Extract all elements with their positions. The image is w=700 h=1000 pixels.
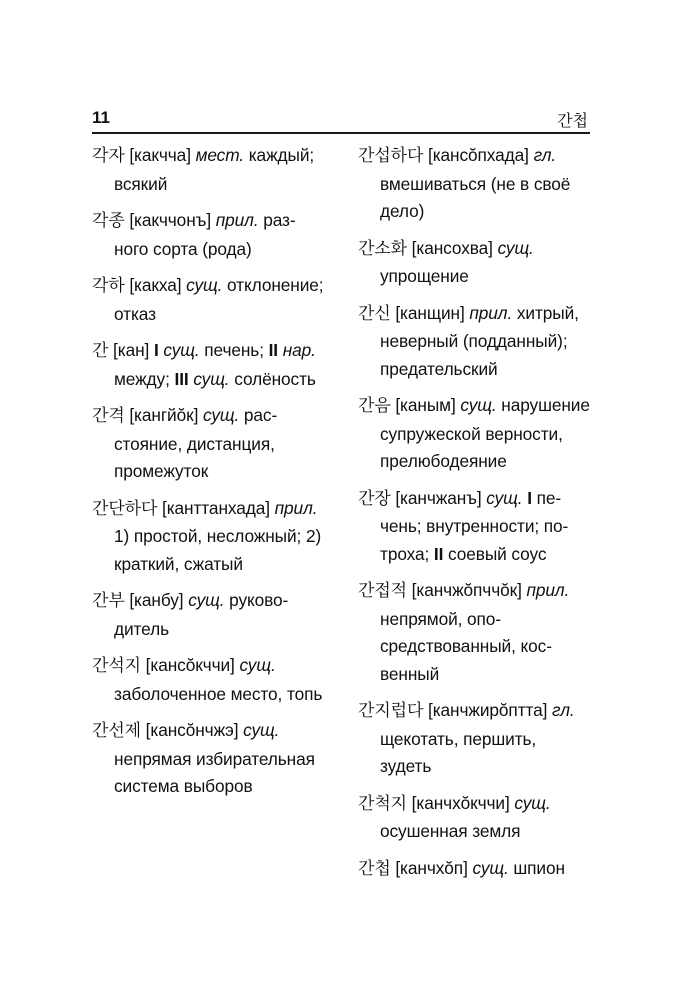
headword: 각종 — [92, 211, 125, 231]
definition-text: шпион — [508, 857, 565, 878]
definition-text: хитрый, неверный (подданный); предательский — [380, 302, 579, 379]
transcription: [канчхŏкччи] — [406, 792, 515, 813]
transcription: [кансŏкччи] — [140, 655, 240, 675]
page-number: 11 — [92, 108, 110, 127]
part-of-speech: прил. — [526, 580, 570, 600]
transcription: [какччонъ] — [124, 210, 216, 230]
sense-number: I — [527, 487, 532, 508]
part-of-speech: нар. — [282, 340, 316, 360]
part-of-speech: прил. — [274, 497, 318, 518]
part-of-speech: сущ. — [514, 792, 551, 813]
header-rule — [92, 132, 590, 134]
headword: 각자 — [92, 146, 125, 166]
definition-text: разного сорта (рода) — [114, 210, 296, 259]
dictionary-entry — [358, 300, 590, 384]
definition-text: отклонение; отказ — [114, 275, 324, 324]
part-of-speech: гл. — [533, 145, 557, 165]
part-of-speech: сущ. — [472, 857, 509, 878]
transcription: [канщин] — [390, 302, 470, 323]
dictionary-entry — [358, 392, 590, 476]
dictionary-entry — [358, 235, 590, 291]
headword: 간 — [92, 341, 109, 361]
definition-text: печень; внутренности; потроха; — [380, 487, 569, 564]
sense-number: III — [174, 368, 189, 389]
part-of-speech: сущ. — [460, 395, 497, 415]
page-header — [92, 104, 590, 132]
dictionary-entry — [92, 402, 324, 486]
definition-text: заболоченное место, топь — [114, 683, 323, 704]
transcription: [каным] — [390, 395, 461, 415]
part-of-speech: сущ. — [163, 340, 200, 360]
definition-text: непрямой, опосредствованный, косвенный — [380, 608, 552, 684]
sense-number: II — [433, 543, 444, 564]
definition-text: каждый; всякий — [114, 145, 315, 194]
headword: 간소화 — [358, 238, 407, 259]
transcription: [канбу] — [124, 590, 189, 610]
transcription: [канчжанъ] — [390, 487, 487, 508]
part-of-speech: сущ. — [203, 405, 240, 425]
headword: 간음 — [358, 396, 391, 416]
headword: 간단하다 — [92, 498, 158, 519]
transcription: [кансŏпхада] — [423, 145, 534, 165]
sense-number: II — [268, 340, 279, 360]
definition-text: 1) простой, несложный; 2) краткий, сжатый — [114, 526, 322, 574]
dictionary-entry — [92, 272, 324, 328]
headword: 간첩 — [358, 858, 391, 879]
transcription: [кан] — [108, 340, 154, 360]
sense-number: I — [153, 340, 159, 360]
part-of-speech: сущ. — [193, 368, 230, 389]
transcription: [канттанхада] — [157, 497, 275, 518]
part-of-speech: сущ. — [188, 590, 225, 610]
transcription: [канчжирŏптта] — [423, 700, 553, 720]
dictionary-entry — [358, 142, 590, 226]
dictionary-entry — [358, 697, 590, 781]
dictionary-entry — [92, 207, 324, 263]
definition-text: вмешиваться (не в своё дело) — [380, 173, 571, 221]
headword: 간장 — [358, 488, 391, 509]
headword: 간신 — [358, 303, 391, 324]
definition-text: расстояние, дистанция, промежуток — [114, 405, 278, 481]
part-of-speech: сущ. — [497, 237, 534, 258]
headword: 간섭하다 — [358, 146, 424, 166]
dictionary-entry — [92, 587, 324, 643]
definition-text: соевый соус — [443, 543, 547, 564]
dictionary-entry — [92, 495, 324, 579]
left-column — [92, 142, 324, 810]
part-of-speech: прил. — [469, 302, 513, 323]
headword: 간지럽다 — [358, 701, 424, 721]
part-of-speech: сущ. — [186, 275, 223, 295]
headword: 간접적 — [358, 581, 407, 601]
definition-text: упрощение — [380, 266, 469, 286]
definition-text: щекотать, першить, зудеть — [380, 728, 537, 776]
transcription: [канчжŏпччŏк] — [406, 580, 527, 600]
transcription: [кангйŏк] — [124, 405, 203, 425]
dictionary-entry — [92, 337, 324, 393]
headword: 간격 — [92, 406, 125, 426]
part-of-speech: сущ. — [243, 720, 280, 740]
definition-text: непрямая избирательная система выборов — [114, 748, 315, 796]
transcription: [кансŏнчжэ] — [140, 720, 244, 740]
dictionary-entry — [92, 142, 324, 198]
definition-text: нарушение супружеской верности, прелюбодеяние — [380, 395, 590, 471]
definition-text: осушенная земля — [380, 821, 521, 841]
dictionary-entry — [358, 855, 590, 884]
dictionary-entry — [358, 485, 590, 569]
transcription: [какха] — [124, 275, 187, 295]
part-of-speech: прил. — [215, 210, 259, 230]
transcription: [какчча] — [124, 145, 196, 165]
headword: 간선제 — [92, 721, 141, 741]
part-of-speech: сущ. — [239, 655, 276, 675]
headword: 각하 — [92, 276, 125, 296]
dictionary-entry — [358, 577, 590, 688]
part-of-speech: сущ. — [486, 487, 523, 508]
running-head: 간첩 — [557, 111, 588, 130]
part-of-speech: мест. — [195, 145, 245, 165]
dictionary-entry — [358, 790, 590, 846]
headword: 간부 — [92, 591, 125, 611]
definition-text: между; — [114, 368, 175, 389]
definition-text: руководитель — [114, 590, 289, 639]
part-of-speech: гл. — [552, 700, 575, 720]
dictionary-entry — [92, 717, 324, 801]
right-column — [358, 142, 590, 892]
definition-text: печень; — [199, 340, 269, 360]
transcription: [канчхŏп] — [390, 857, 473, 878]
definition-text: солёность — [229, 368, 316, 389]
headword: 간척지 — [358, 793, 407, 814]
transcription: [кансохва] — [406, 237, 498, 258]
headword: 간석지 — [92, 656, 141, 676]
dictionary-entry — [92, 652, 324, 708]
